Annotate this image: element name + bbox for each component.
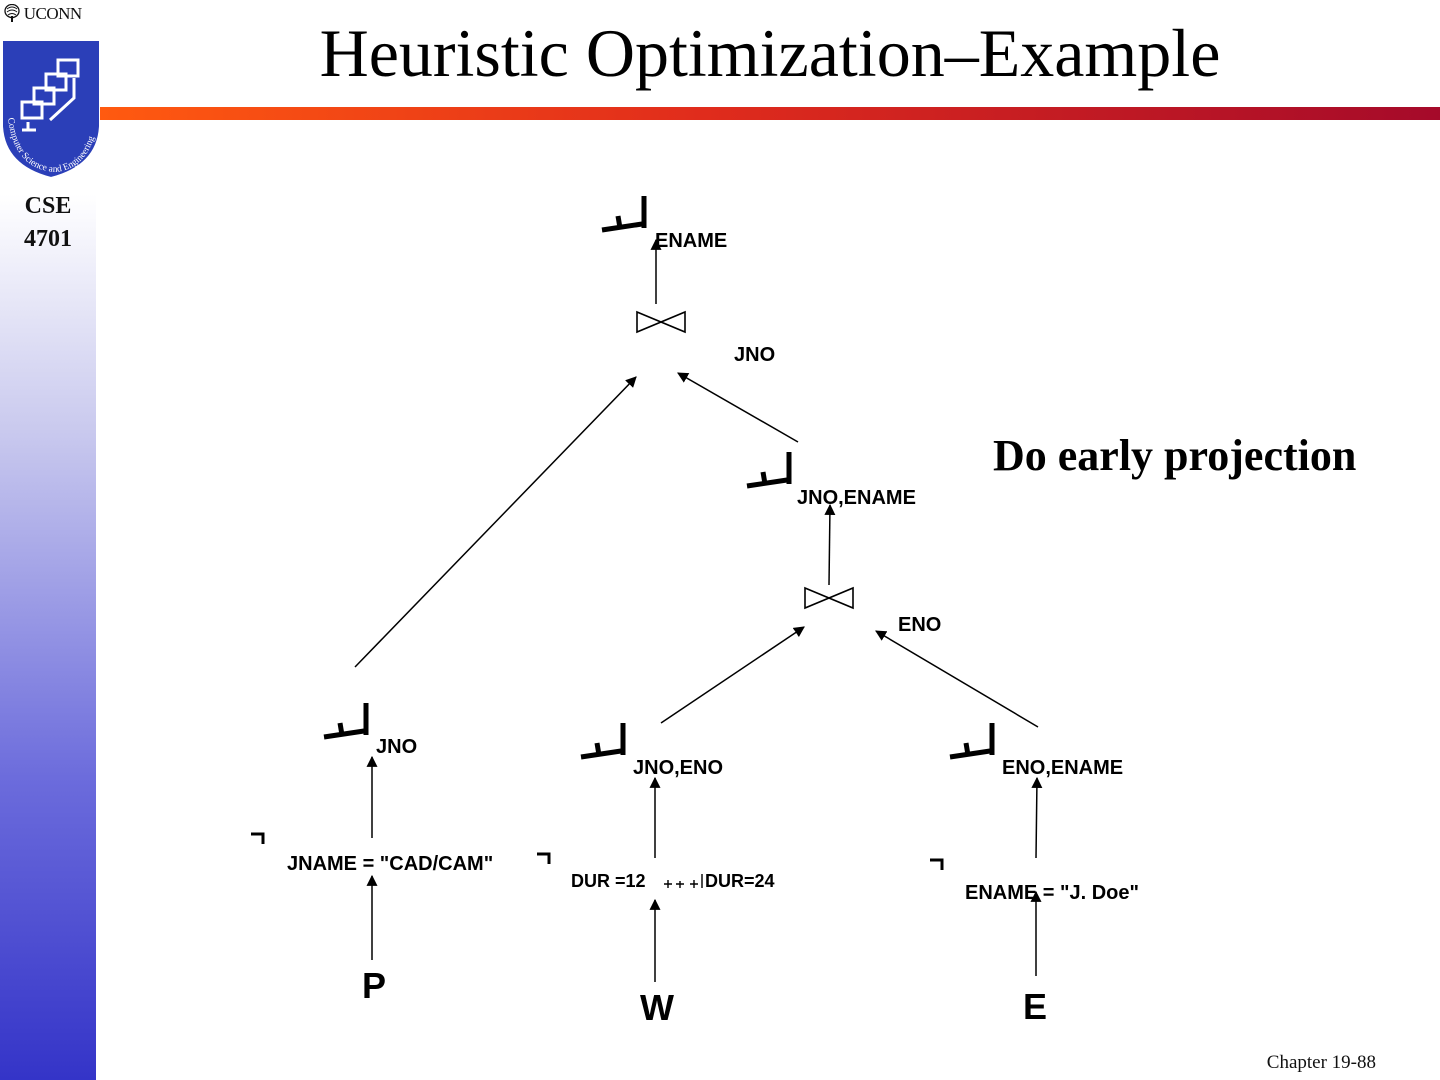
logo-arc-text: Computer Science and Engineering	[5, 117, 98, 176]
slide-note: Do early projection	[993, 431, 1357, 480]
projection-symbol-center	[581, 723, 623, 757]
course-number: 4701	[24, 226, 72, 252]
center-projection-label: JNO,ENO	[633, 757, 724, 779]
selection-symbol-right	[930, 860, 942, 870]
course-prefix: CSE	[24, 193, 72, 219]
projection-symbol-mid	[747, 452, 789, 486]
selection-symbol-center	[537, 854, 549, 864]
left-projection-label: JNO	[376, 736, 418, 758]
mid-join-label: ENO	[898, 614, 942, 636]
edge-left-projection-to-top-join	[355, 377, 636, 667]
left-selection-label: JNAME = "CAD/CAM"	[287, 853, 494, 875]
top-projection-label: ENAME	[655, 230, 728, 252]
projection-symbol-top	[602, 196, 644, 230]
leaf-w: W	[640, 987, 674, 1028]
uconn-label: UCONN	[23, 4, 82, 23]
edge-mid-projection-to-top-join	[678, 373, 798, 442]
mid-projection-label: JNO,ENAME	[797, 487, 916, 509]
edge-right-projection-to-mid-join	[876, 631, 1038, 727]
right-projection-label: ENO,ENAME	[1002, 757, 1124, 779]
leaf-e: E	[1023, 986, 1048, 1027]
join-symbol-mid	[805, 588, 853, 608]
projection-symbol-right	[950, 723, 992, 757]
center-selection-label-a: DUR =12	[571, 871, 646, 891]
top-join-label: JNO	[734, 344, 776, 366]
slide-footer: Chapter 19-88	[1266, 1052, 1376, 1073]
join-symbol-top	[637, 312, 685, 332]
or-symbols	[664, 874, 702, 888]
center-selection-label-b: DUR=24	[705, 871, 775, 891]
selection-symbol-left	[251, 834, 263, 844]
edge-center-projection-to-mid-join	[661, 627, 804, 723]
leaf-p: P	[362, 965, 387, 1006]
right-selection-label: ENAME = "J. Doe"	[965, 882, 1140, 904]
edge-right-selection-to-right-projection	[1036, 778, 1037, 858]
slide-title: Heuristic Optimization–Example	[319, 15, 1221, 91]
projection-symbol-left	[324, 703, 366, 737]
edge-mid-join-to-mid-projection	[829, 505, 830, 585]
